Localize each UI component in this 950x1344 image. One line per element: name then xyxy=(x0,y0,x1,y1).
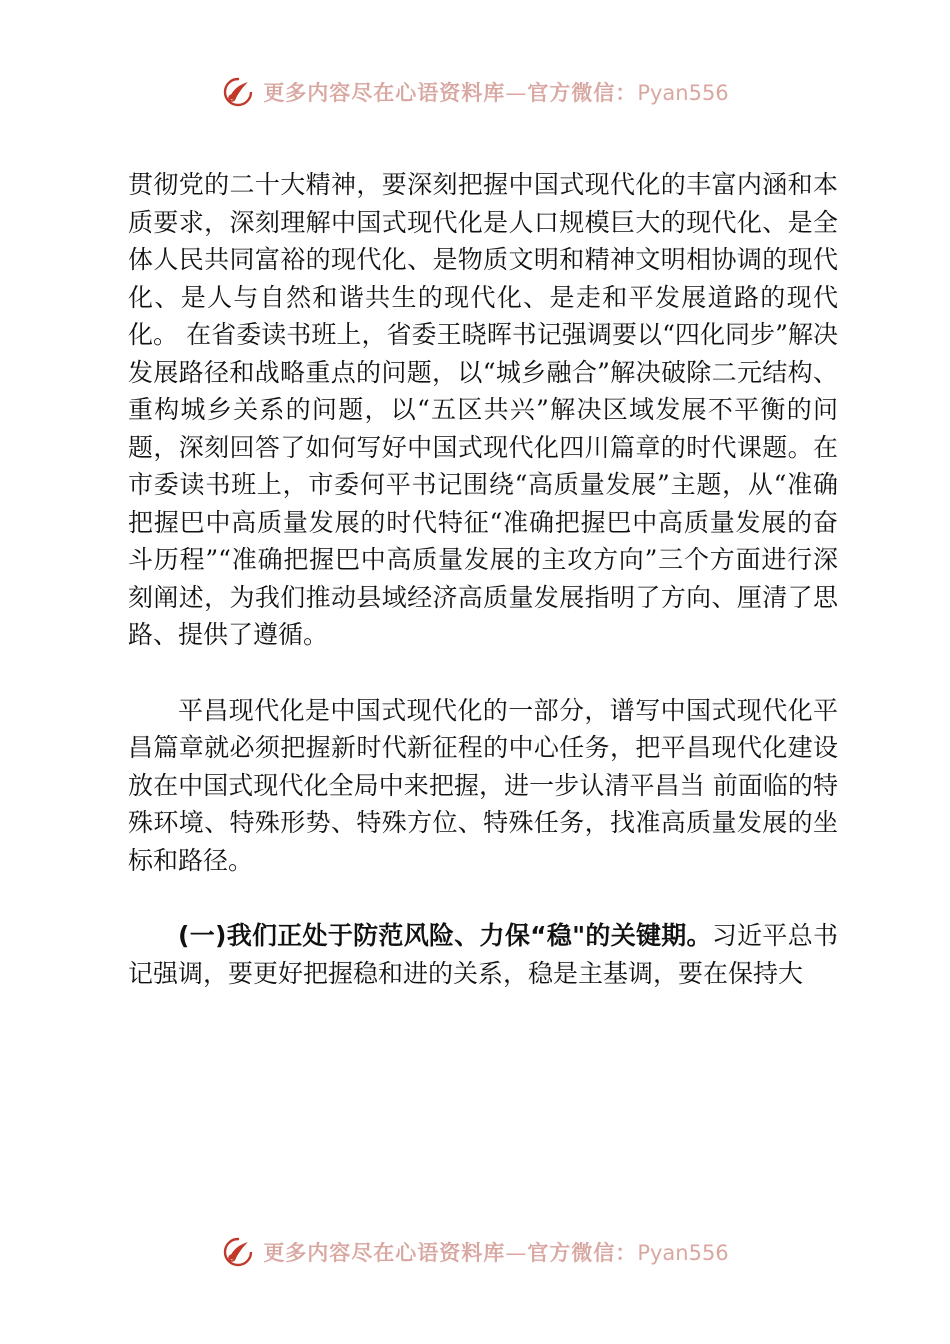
header-brand-name: 更多内容尽在心语资料库 xyxy=(263,81,506,105)
footer-banner xyxy=(0,1232,950,1272)
document-body xyxy=(128,166,838,992)
header-banner xyxy=(0,72,950,112)
brand-logo-icon xyxy=(221,1235,255,1269)
footer-banner-text xyxy=(263,1237,728,1267)
paragraph-1: 贯彻党的二十大精神，要深刻把握中国式现代化的丰富内涵和本质要求，深刻理解中国式现代化是人口规模巨大的现代化、是全体人民共同富裕的现代化、是物质文明和精神文明相协调的现代化、是人与自然和谐共生的现代化、是走和平发展道路的现代化。 在省委读书班上，省委王晓晖书记强调要以“四化同步”解决发展路径和战略重点的问题，以“城乡融合”解决破除二元结构、重构城乡关系的问题，以“五区共兴”解决区域发展不平衡的问题，深刻回答了如何写好中国式现代化四川篇章的时代课题。在市委读书班上，市委何平书记围绕“高质量发展”主题，从“准确把握巴中高质量发展的时代特征“准确把握巴中高质量发展的奋斗历程”“准确把握巴中高质量发展的主攻方向”三个方面进行深刻阐述，为我们推动县域经济高质量发展指明了方向、厘清了思路、提供了遵循。 xyxy=(128,170,838,649)
section-heading: (一)我们正处于防范风险、力保“稳"的关键期。 xyxy=(178,921,712,950)
header-banner-text xyxy=(263,77,728,107)
footer-wechat-id: Pyan556 xyxy=(637,1241,729,1265)
footer-brand-name: 更多内容尽在心语资料库 xyxy=(263,1241,506,1265)
brand-logo-icon xyxy=(221,75,255,109)
paragraph-3-text: 习近平总书记强调，要更好把握稳和进的关系，稳是主基调，要在保持大 xyxy=(128,921,838,988)
paragraph-3 xyxy=(128,917,838,992)
header-separator: — xyxy=(505,81,528,105)
paragraph-2: 平昌现代化是中国式现代化的一部分，谱写中国式现代化平昌篇章就必须把握新时代新征程的中心任务，把平昌现代化建设放在中国式现代化全局中来把握，进一步认清平昌当 前面临的特殊环境、特殊形势、特殊方位、特殊任务，找准高质量发展的坐标和路径。 xyxy=(128,695,838,875)
header-wechat-label: 官方微信： xyxy=(527,81,638,105)
header-wechat-id: Pyan556 xyxy=(637,81,729,105)
footer-separator: — xyxy=(505,1241,528,1265)
footer-wechat-label: 官方微信： xyxy=(527,1241,638,1265)
